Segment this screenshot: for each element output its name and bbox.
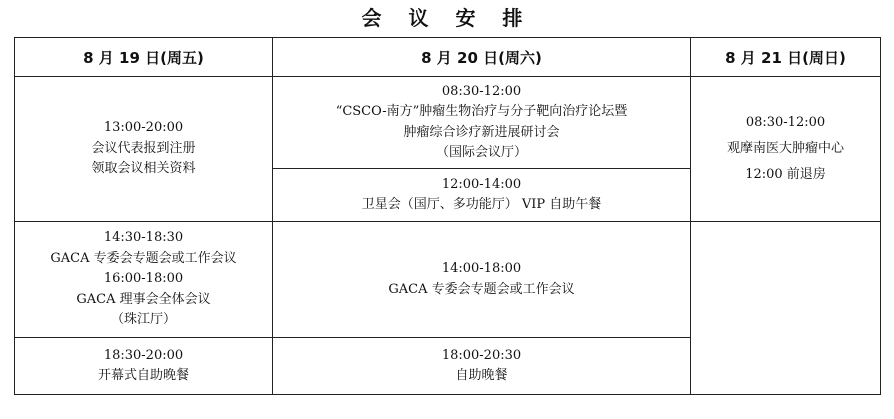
event-text: 自助晚餐 (455, 368, 508, 383)
cell-day1-meetings (15, 222, 273, 338)
header-day3: 8 月 21 日(周日) (691, 38, 881, 77)
time-text: 14:30-18:30 (103, 230, 184, 246)
time-text: 13:00-20:00 (103, 120, 184, 136)
time-text: 18:00-20:30 (441, 347, 522, 363)
event-text: “CSCO-南方”肿瘤生物治疗与分子靶向治疗论坛暨 (335, 104, 628, 119)
cell-day1-dinner (15, 338, 273, 395)
event-text: 开幕式自助晚餐 (97, 368, 189, 383)
event-text: 12:00 前退房 (745, 167, 826, 182)
time-text: 16:00-18:00 (103, 271, 184, 287)
event-text: 观摩南医大肿瘤中心 (726, 141, 844, 156)
page-title: 会 议 安 排 (361, 6, 533, 30)
event-text: 领取会议相关资料 (91, 161, 196, 177)
cell-day3-empty (691, 222, 881, 395)
cell-day2-dinner (273, 338, 691, 395)
header-day2: 8 月 20 日(周六) (273, 38, 691, 77)
schedule-table (14, 37, 881, 395)
time-text: 18:30-20:00 (103, 347, 184, 363)
cell-day2-meetings (273, 222, 691, 338)
cell-day2-lunch (273, 169, 691, 222)
cell-day3-visit (691, 77, 881, 222)
cell-day2-forum (273, 77, 691, 169)
event-text: GACA 专委会专题会或工作会议 (388, 281, 575, 297)
time-text: 12:00-14:00 (441, 176, 522, 192)
time-text: 08:30-12:00 (441, 83, 522, 99)
time-text: 08:30-12:00 (745, 115, 826, 130)
event-text: GACA 理事会全体会议 (76, 291, 211, 307)
header-row (15, 38, 881, 77)
venue-text: （国际会议厅） (435, 145, 527, 160)
event-text: 会议代表报到注册 (91, 140, 196, 156)
event-text: 肿瘤综合诊疗新进展研讨会 (403, 124, 560, 140)
event-text: GACA 专委会专题会或工作会议 (50, 250, 237, 266)
table-row (15, 222, 881, 338)
cell-day1-registration (15, 77, 273, 222)
venue-text: （珠江厅） (110, 312, 176, 328)
time-text: 14:00-18:00 (441, 261, 522, 276)
table-row (15, 77, 881, 169)
event-text: 卫星会（国厅、多功能厅） VIP 自助午餐 (361, 197, 602, 212)
header-day1: 8 月 19 日(周五) (15, 38, 273, 77)
